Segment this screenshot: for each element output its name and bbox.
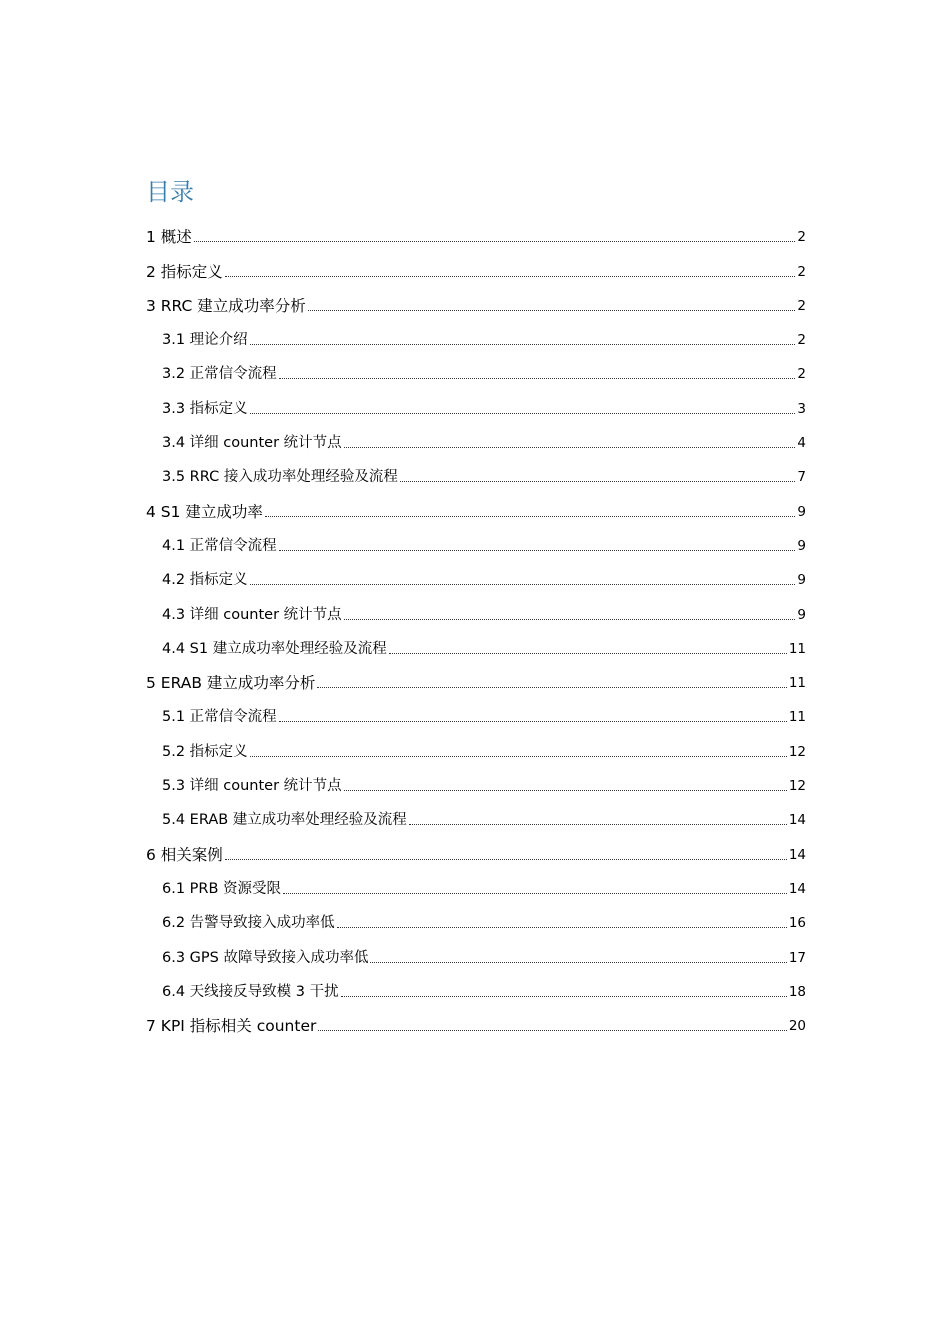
toc-entry[interactable]: [146, 697, 806, 731]
toc-page-number: 14: [788, 880, 806, 897]
toc-page-number: 20: [788, 1018, 806, 1035]
toc-page-number: 17: [788, 949, 806, 966]
toc-entry-label: 3.4 详细 counter 统计节点: [162, 435, 342, 452]
toc-entry[interactable]: [146, 903, 806, 937]
toc-entry-label: 3.3 指标定义: [162, 400, 248, 417]
toc-entry[interactable]: [146, 354, 806, 388]
toc-dot-leader: [250, 756, 787, 757]
toc-entry-label: 6.2 告警导致接入成功率低: [162, 915, 335, 932]
toc-dot-leader: [337, 927, 787, 928]
toc-dot-leader: [250, 413, 796, 414]
toc-entry-label: 4.1 正常信令流程: [162, 537, 277, 554]
toc-dot-leader: [279, 721, 787, 722]
toc-dot-leader: [225, 859, 787, 860]
toc-entry-label: 3.2 正常信令流程: [162, 366, 277, 383]
toc-dot-leader: [409, 824, 787, 825]
toc-dot-leader: [308, 310, 796, 311]
toc-entry-label: 5 ERAB 建立成功率分析: [146, 674, 316, 693]
toc-entry[interactable]: [146, 457, 806, 491]
toc-page-number: 9: [797, 606, 806, 623]
toc-page-number: 11: [788, 709, 806, 726]
toc-entry-label: 1 概述: [146, 228, 192, 247]
toc-entry-label: 6.3 GPS 故障导致接入成功率低: [162, 949, 369, 966]
toc-entry[interactable]: [146, 560, 806, 594]
toc-entry[interactable]: [146, 491, 806, 525]
toc-entry-label: 3 RRC 建立成功率分析: [146, 296, 306, 315]
toc-dot-leader: [250, 584, 796, 585]
toc-entry[interactable]: [146, 800, 806, 834]
toc-dot-leader: [265, 516, 795, 517]
toc-page-number: 2: [797, 332, 806, 349]
toc-entry-label: 5.1 正常信令流程: [162, 709, 277, 726]
toc-list: [146, 217, 806, 1040]
toc-entry[interactable]: [146, 320, 806, 354]
toc-page-number: 2: [797, 297, 806, 314]
toc-page-number: 3: [797, 400, 806, 417]
toc-entry[interactable]: [146, 972, 806, 1006]
toc-dot-leader: [344, 447, 796, 448]
toc-entry-label: 7 KPI 指标相关 counter: [146, 1017, 317, 1036]
toc-entry[interactable]: [146, 423, 806, 457]
toc-dot-leader: [250, 344, 796, 345]
toc-page-number: 16: [788, 915, 806, 932]
toc-entry-label: 5.2 指标定义: [162, 743, 248, 760]
toc-entry-label: 6.4 天线接反导致模 3 干扰: [162, 983, 339, 1000]
toc-page-number: 18: [788, 983, 806, 1000]
toc-entry[interactable]: [146, 869, 806, 903]
toc-entry-label: 5.4 ERAB 建立成功率处理经验及流程: [162, 812, 407, 829]
toc-entry-label: 3.5 RRC 接入成功率处理经验及流程: [162, 469, 398, 486]
toc-entry[interactable]: [146, 629, 806, 663]
toc-page-number: 2: [797, 229, 806, 246]
toc-entry[interactable]: [146, 663, 806, 697]
toc-page-number: 14: [788, 812, 806, 829]
toc-entry[interactable]: [146, 731, 806, 765]
toc-entry[interactable]: [146, 594, 806, 628]
toc-entry-label: 4.4 S1 建立成功率处理经验及流程: [162, 640, 387, 657]
toc-entry[interactable]: [146, 766, 806, 800]
toc-entry-label: 2 指标定义: [146, 262, 223, 281]
toc-entry-label: 4 S1 建立成功率: [146, 502, 263, 521]
toc-entry-label: 5.3 详细 counter 统计节点: [162, 778, 342, 795]
toc-dot-leader: [389, 653, 787, 654]
toc-entry[interactable]: [146, 526, 806, 560]
toc-page-number: 12: [788, 778, 806, 795]
toc-title: 目录: [146, 178, 194, 206]
toc-entry[interactable]: [146, 388, 806, 422]
toc-page-number: 2: [797, 263, 806, 280]
toc-entry-label: 6.1 PRB 资源受限: [162, 880, 282, 897]
toc-dot-leader: [279, 550, 796, 551]
toc-page-number: 4: [797, 435, 806, 452]
toc-page-number: 14: [788, 846, 806, 863]
toc-page-number: 7: [797, 469, 806, 486]
toc-dot-leader: [279, 378, 796, 379]
toc-dot-leader: [341, 996, 787, 997]
toc-dot-leader: [194, 241, 796, 242]
toc-dot-leader: [344, 619, 796, 620]
toc-page-number: 9: [797, 503, 806, 520]
toc-page-number: 9: [797, 572, 806, 589]
toc-entry[interactable]: [146, 217, 806, 251]
toc-entry[interactable]: [146, 251, 806, 285]
toc-entry-label: 6 相关案例: [146, 845, 223, 864]
toc-dot-leader: [318, 1030, 786, 1031]
toc-entry[interactable]: [146, 937, 806, 971]
toc-dot-leader: [370, 962, 786, 963]
toc-entry[interactable]: [146, 1006, 806, 1040]
toc-page-number: 12: [788, 743, 806, 760]
toc-page-number: 9: [797, 537, 806, 554]
toc-dot-leader: [225, 276, 796, 277]
toc-entry-label: 3.1 理论介绍: [162, 332, 248, 349]
toc-dot-leader: [344, 790, 787, 791]
toc-page-number: 11: [788, 675, 806, 692]
toc-entry-label: 4.2 指标定义: [162, 572, 248, 589]
toc-dot-leader: [283, 893, 787, 894]
toc-dot-leader: [317, 687, 786, 688]
toc-page-number: 2: [797, 366, 806, 383]
toc-entry[interactable]: [146, 834, 806, 868]
toc-entry-label: 4.3 详细 counter 统计节点: [162, 606, 342, 623]
toc-entry[interactable]: [146, 286, 806, 320]
toc-page-number: 11: [788, 640, 806, 657]
toc-dot-leader: [400, 481, 796, 482]
